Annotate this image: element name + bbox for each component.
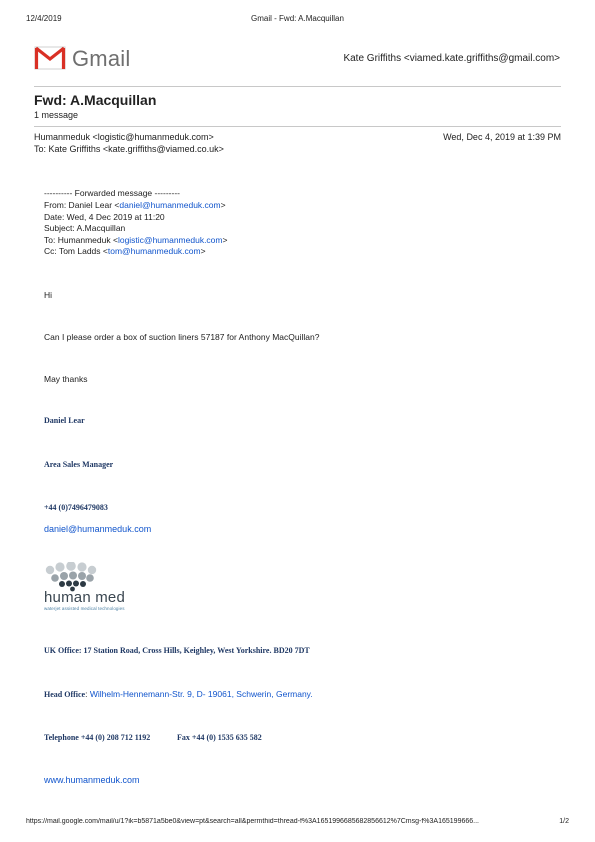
gmail-logo[interactable] (34, 44, 134, 72)
gmail-envelope-icon (34, 46, 66, 70)
signature-telephone: Telephone +44 (0) 208 712 1192 (44, 733, 151, 742)
signature-name: Daniel Lear (44, 416, 85, 425)
forwarded-from: From: Daniel Lear <daniel@humanmeduk.com> (44, 200, 226, 210)
forwarded-from-email[interactable]: daniel@humanmeduk.com (119, 200, 221, 210)
signature-phone: +44 (0)7496479083 (44, 503, 108, 512)
head-office-address-link[interactable]: Wilhelm-Hennemann-Str. 9, D- 19061, Schwerin, Germany. (89, 689, 313, 699)
forwarded-to: To: Humanmeduk <logistic@humanmeduk.com> (44, 235, 228, 245)
signature-email-link[interactable]: daniel@humanmeduk.com (44, 524, 152, 534)
human-med-logo[interactable] (42, 562, 182, 616)
print-date: 12/4/2019 (26, 14, 62, 23)
forwarded-cc-email[interactable]: tom@humanmeduk.com (107, 246, 201, 256)
signature-head-office: Head Office: Wilhelm-Hennemann-Str. 9, D- 19061, Schwerin, Germany. (44, 689, 313, 699)
forwarded-cc: Cc: Tom Ladds <tom@humanmeduk.com> (44, 246, 206, 256)
signature-fax: Fax +44 (0) 1535 635 582 (177, 733, 262, 742)
print-title: Gmail - Fwd: A.Macquillan (251, 14, 344, 23)
thread-subject: Fwd: A.Macquillan (34, 92, 157, 108)
message-to: To: Kate Griffiths <kate.griffiths@viamed.co.uk> (34, 144, 224, 154)
message-date: Wed, Dec 4, 2019 at 1:39 PM (443, 132, 561, 142)
gmail-wordmark: Gmail (72, 46, 131, 71)
body-greeting: Hi (44, 290, 53, 300)
signature-role: Area Sales Manager (44, 460, 114, 469)
header-divider (34, 86, 561, 87)
forwarded-banner: ---------- Forwarded message --------- (44, 188, 180, 198)
human-med-dots-icon (42, 562, 106, 592)
human-med-wordmark: human med (44, 589, 126, 606)
message-count: 1 message (34, 110, 79, 120)
signature-uk-office: UK Office: 17 Station Road, Cross Hills, Keighley, West Yorkshire. BD20 7DT (44, 646, 310, 655)
message-from: Humanmeduk <logistic@humanmeduk.com> (34, 132, 214, 142)
forwarded-date: Date: Wed, 4 Dec 2019 at 11:20 (44, 212, 165, 222)
account-label: Kate Griffiths <viamed.kate.griffiths@gmail.com> (343, 53, 560, 64)
forwarded-to-email[interactable]: logistic@humanmeduk.com (117, 235, 223, 245)
thread-divider (34, 126, 561, 127)
human-med-tagline: waterjet assisted medical technologies (44, 606, 125, 611)
body-thanks: May thanks (44, 374, 88, 384)
forwarded-subject: Subject: A.Macquillan (44, 223, 126, 233)
print-footer-url: https://mail.google.com/mail/u/1?ik=b5871a5be0&view=pt&search=all&permthid=thread-f%3A1651996685682856612%7Cmsg-f%3A165199666... (26, 818, 479, 825)
signature-website-link[interactable]: www.humanmeduk.com (44, 775, 140, 785)
body-request: Can I please order a box of suction liners 57187 for Anthony MacQuillan? (44, 332, 320, 342)
print-page-number: 1/2 (559, 818, 569, 825)
